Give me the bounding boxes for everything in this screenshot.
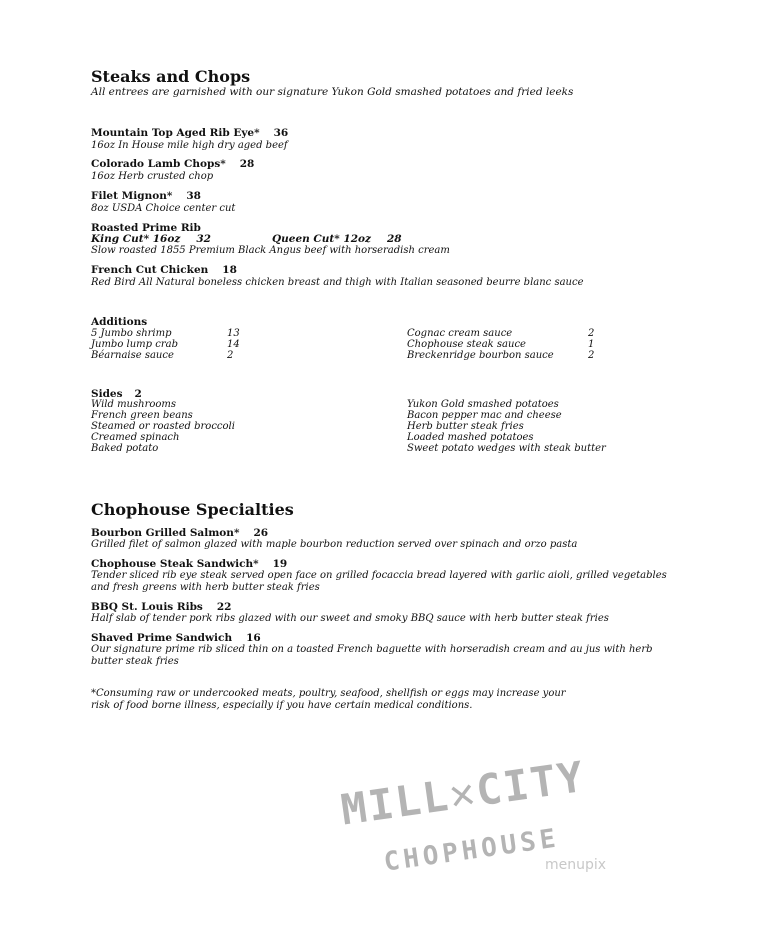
addition-item: 5 Jumbo shrimp 13 [91, 328, 240, 339]
addition-item: Chophouse steak sauce 1 [407, 339, 595, 350]
addition-item: Béarnaise sauce 2 [91, 350, 234, 361]
menu-item-description: Tender sliced rib eye steak served open face on grilled focaccia bread layered with garlic aioli, grilled vegetables and fresh greens with herb butter steak fries [91, 570, 667, 593]
menu-item-name: Chophouse Steak Sandwich* 19 [91, 558, 288, 570]
menu-item-name: Shaved Prime Sandwich 16 [91, 632, 261, 644]
side-item: French green beans [91, 410, 193, 421]
prime-rib-queen-cut: Queen Cut* 12oz 28 [272, 233, 402, 245]
addition-item: Breckenridge bourbon sauce 2 [407, 350, 595, 361]
side-item: Herb butter steak fries [407, 421, 524, 432]
prime-rib-name: Roasted Prime Rib [91, 222, 201, 234]
side-item: Steamed or roasted broccoli [91, 421, 235, 432]
sides-price: 2 [134, 388, 142, 400]
menu-item-description: 16oz Herb crusted chop [91, 171, 214, 182]
menu-item-name: Colorado Lamb Chops* 28 [91, 158, 255, 170]
menu-item-description: 16oz In House mile high dry aged beef [91, 140, 288, 151]
additions-heading: Additions [91, 316, 148, 328]
side-item: Loaded mashed potatoes [407, 432, 534, 443]
addition-item: Cognac cream sauce 2 [407, 328, 595, 339]
menu-item-price: 19 [272, 558, 288, 570]
disclaimer-line-1: *Consuming raw or undercooked meats, poultry, seafood, shellfish or eggs may increase your [91, 688, 566, 699]
menu-item-description: Slow roasted 1855 Premium Black Angus beef with horseradish cream [91, 245, 450, 256]
menu-item-name: Mountain Top Aged Rib Eye* 36 [91, 127, 289, 139]
side-item: Yukon Gold smashed potatoes [407, 399, 559, 410]
side-item: Wild mushrooms [91, 399, 177, 410]
side-item: Baked potato [91, 443, 159, 454]
menu-item-name: BBQ St. Louis Ribs 22 [91, 601, 232, 613]
side-item: Creamed spinach [91, 432, 180, 443]
menu-item-description: 8oz USDA Choice center cut [91, 203, 236, 214]
steaks-section-subtitle: All entrees are garnished with our signature Yukon Gold smashed potatoes and fried leeks [91, 86, 574, 98]
sides-heading: Sides 2 [91, 388, 142, 400]
menu-item-description: Half slab of tender pork ribs glazed with our sweet and smoky BBQ sauce with herb butter steak fries [91, 613, 609, 624]
menu-item-price: 38 [186, 190, 201, 202]
menu-item-price: 36 [273, 127, 289, 139]
menu-item-description: Our signature prime rib sliced thin on a toasted French baguette with horseradish cream and au jus with herb butter steak fries [91, 644, 653, 667]
menu-item-name: French Cut Chicken 18 [91, 264, 237, 276]
logo-wordmark-bottom: CHOPHOUSE [382, 823, 562, 878]
addition-item: Jumbo lump crab 14 [91, 339, 240, 350]
menupix-watermark: menupix [545, 857, 607, 873]
mill-city-chophouse-logo [338, 751, 668, 906]
menu-item-price: 18 [222, 264, 237, 276]
prime-rib-king-price: 32 [196, 233, 211, 245]
menu-item-price: 26 [253, 527, 269, 539]
disclaimer-line-2: risk of food borne illness, especially if you have certain medical conditions. [91, 700, 473, 711]
menu-item-name: Filet Mignon* 38 [91, 190, 201, 202]
logo-wordmark-top: MILL✕CITY [338, 751, 589, 835]
menu-item-description: Grilled filet of salmon glazed with maple bourbon reduction served over spinach and orzo pasta [91, 539, 578, 550]
menu-item-description: Red Bird All Natural boneless chicken breast and thigh with Italian seasoned beurre blanc sauce [91, 277, 584, 288]
menu-item-name: Bourbon Grilled Salmon* 26 [91, 527, 269, 539]
steaks-section-title: Steaks and Chops [91, 67, 251, 86]
menu-item-price: 28 [239, 158, 255, 170]
side-item: Bacon pepper mac and cheese [407, 410, 562, 421]
prime-rib-king-cut: King Cut* 16oz 32 [91, 233, 211, 245]
specialties-section-title: Chophouse Specialties [91, 500, 294, 519]
menu-item-price: 16 [246, 632, 261, 644]
side-item: Sweet potato wedges with steak butter [407, 443, 606, 454]
menu-item-price: 22 [216, 601, 232, 613]
prime-rib-queen-price: 28 [387, 233, 402, 245]
